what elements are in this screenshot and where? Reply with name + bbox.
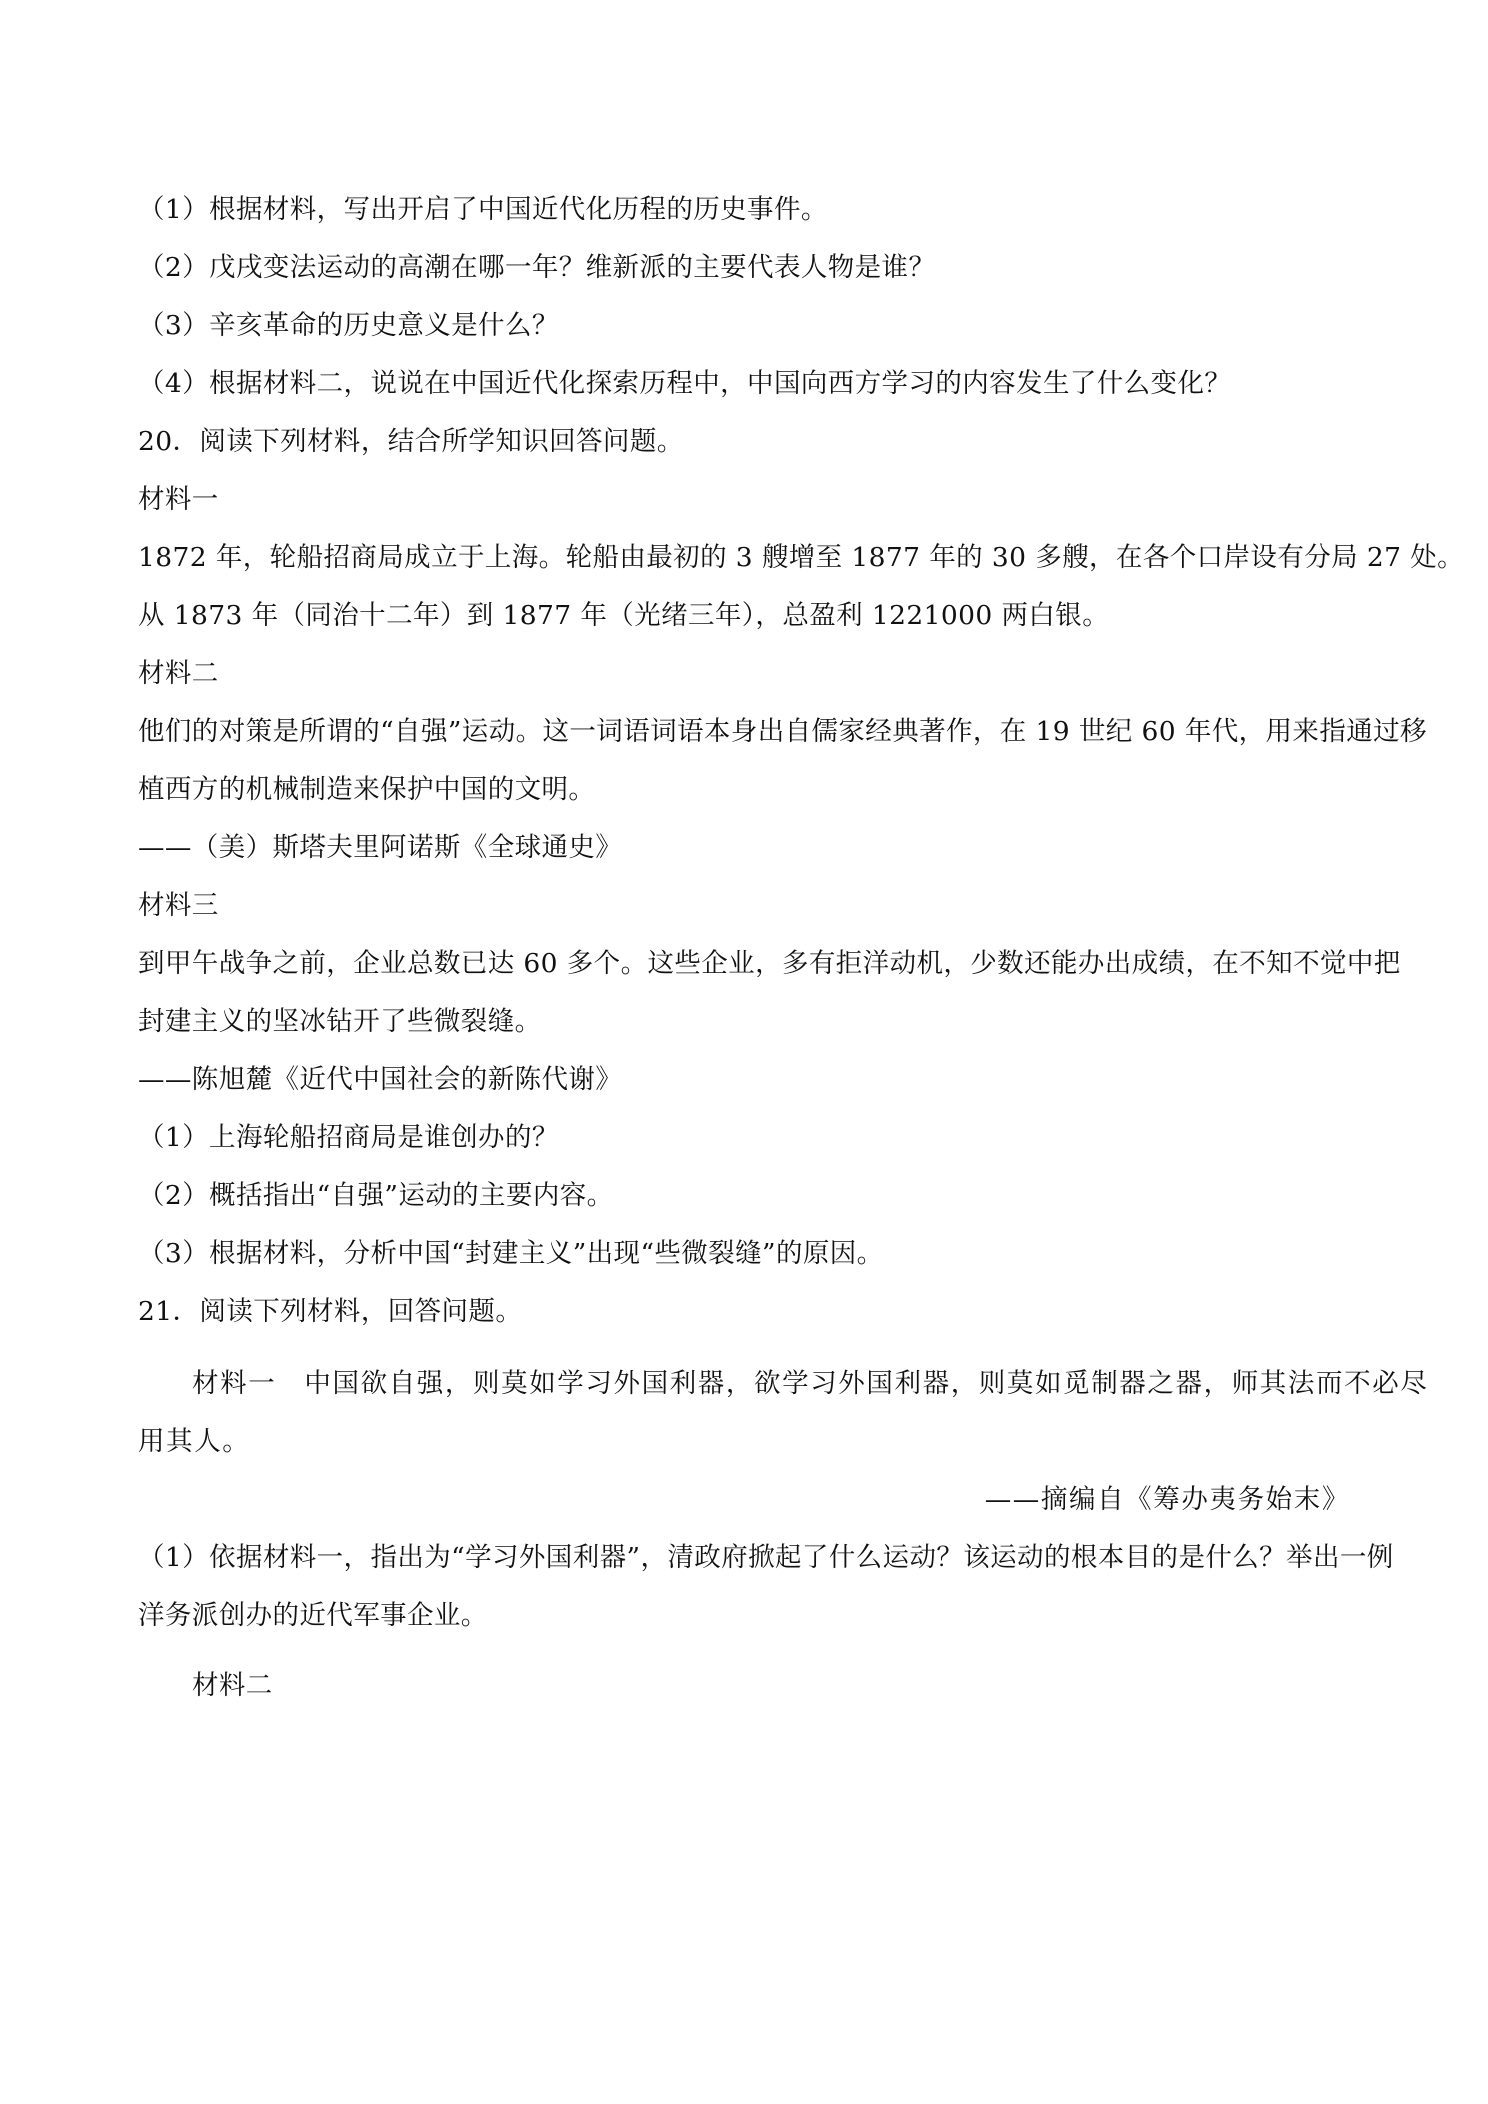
q20-material3-source: ——陈旭麓《近代中国社会的新陈代谢》	[138, 1064, 623, 1095]
q20-material3-label: 材料三	[138, 890, 219, 921]
q20-sub1: （1）上海轮船招商局是谁创办的？	[138, 1122, 559, 1153]
q19-sub4: （4）根据材料二，说说在中国近代化探索历程中，中国向西方学习的内容发生了什么变化？	[138, 368, 1232, 399]
q21-material1-text-line1: 材料一 中国欲自强，则莫如学习外国利器，欲学习外国利器，则莫如觅制器之器，师其法而不必尽	[192, 1368, 1429, 1399]
q19-sub2: （2）戊戌变法运动的高潮在哪一年？维新派的主要代表人物是谁？	[138, 252, 936, 283]
q20-sub2: （2）概括指出“自强”运动的主要内容。	[138, 1180, 614, 1211]
q20-sub3: （3）根据材料，分析中国“封建主义”出现“些微裂缝”的原因。	[138, 1238, 884, 1269]
q20-material3-text-line1: 到甲午战争之前，企业总数已达 60 多个。这些企业，多有拒洋动机，少数还能办出成绩，在不知不觉中把	[138, 948, 1401, 979]
q21-material2-label: 材料二	[192, 1670, 273, 1701]
q20-material2-source: ——（美）斯塔夫里阿诺斯《全球通史》	[138, 832, 623, 863]
q20-stem: 20．阅读下列材料，结合所学知识回答问题。	[138, 426, 684, 457]
q21-sub1-line1: （1）依据材料一，指出为“学习外国利器”，清政府掀起了什么运动？该运动的根本目的是什么？举出一例	[138, 1542, 1394, 1573]
q20-material2-text-line1: 他们的对策是所谓的“自强”运动。这一词语词语本身出自儒家经典著作，在 19 世纪 60 年代，用来指通过移	[138, 716, 1427, 747]
q21-material1-text-line2: 用其人。	[138, 1426, 251, 1457]
q21-sub1-line2: 洋务派创办的近代军事企业。	[138, 1600, 488, 1631]
q20-material1-text-line1: 1872 年，轮船招商局成立于上海。轮船由最初的 3 艘增至 1877 年的 30 多艘，在各个口岸设有分局 27 处。	[138, 542, 1464, 573]
q21-stem: 21．阅读下列材料，回答问题。	[138, 1296, 523, 1327]
q20-material1-label: 材料一	[138, 484, 219, 515]
q20-material2-text-line2: 植西方的机械制造来保护中国的文明。	[138, 774, 596, 805]
q19-sub3: （3）辛亥革命的历史意义是什么？	[138, 310, 559, 341]
q20-material2-label: 材料二	[138, 658, 219, 689]
q20-material1-text-line2: 从 1873 年（同治十二年）到 1877 年（光绪三年），总盈利 1221000 两白银。	[138, 600, 1110, 631]
q20-material3-text-line2: 封建主义的坚冰钻开了些微裂缝。	[138, 1006, 542, 1037]
q21-material1-source: ——摘编自《筹办夷务始末》	[984, 1484, 1350, 1515]
q19-sub1: （1）根据材料，写出开启了中国近代化历程的历史事件。	[138, 194, 828, 225]
